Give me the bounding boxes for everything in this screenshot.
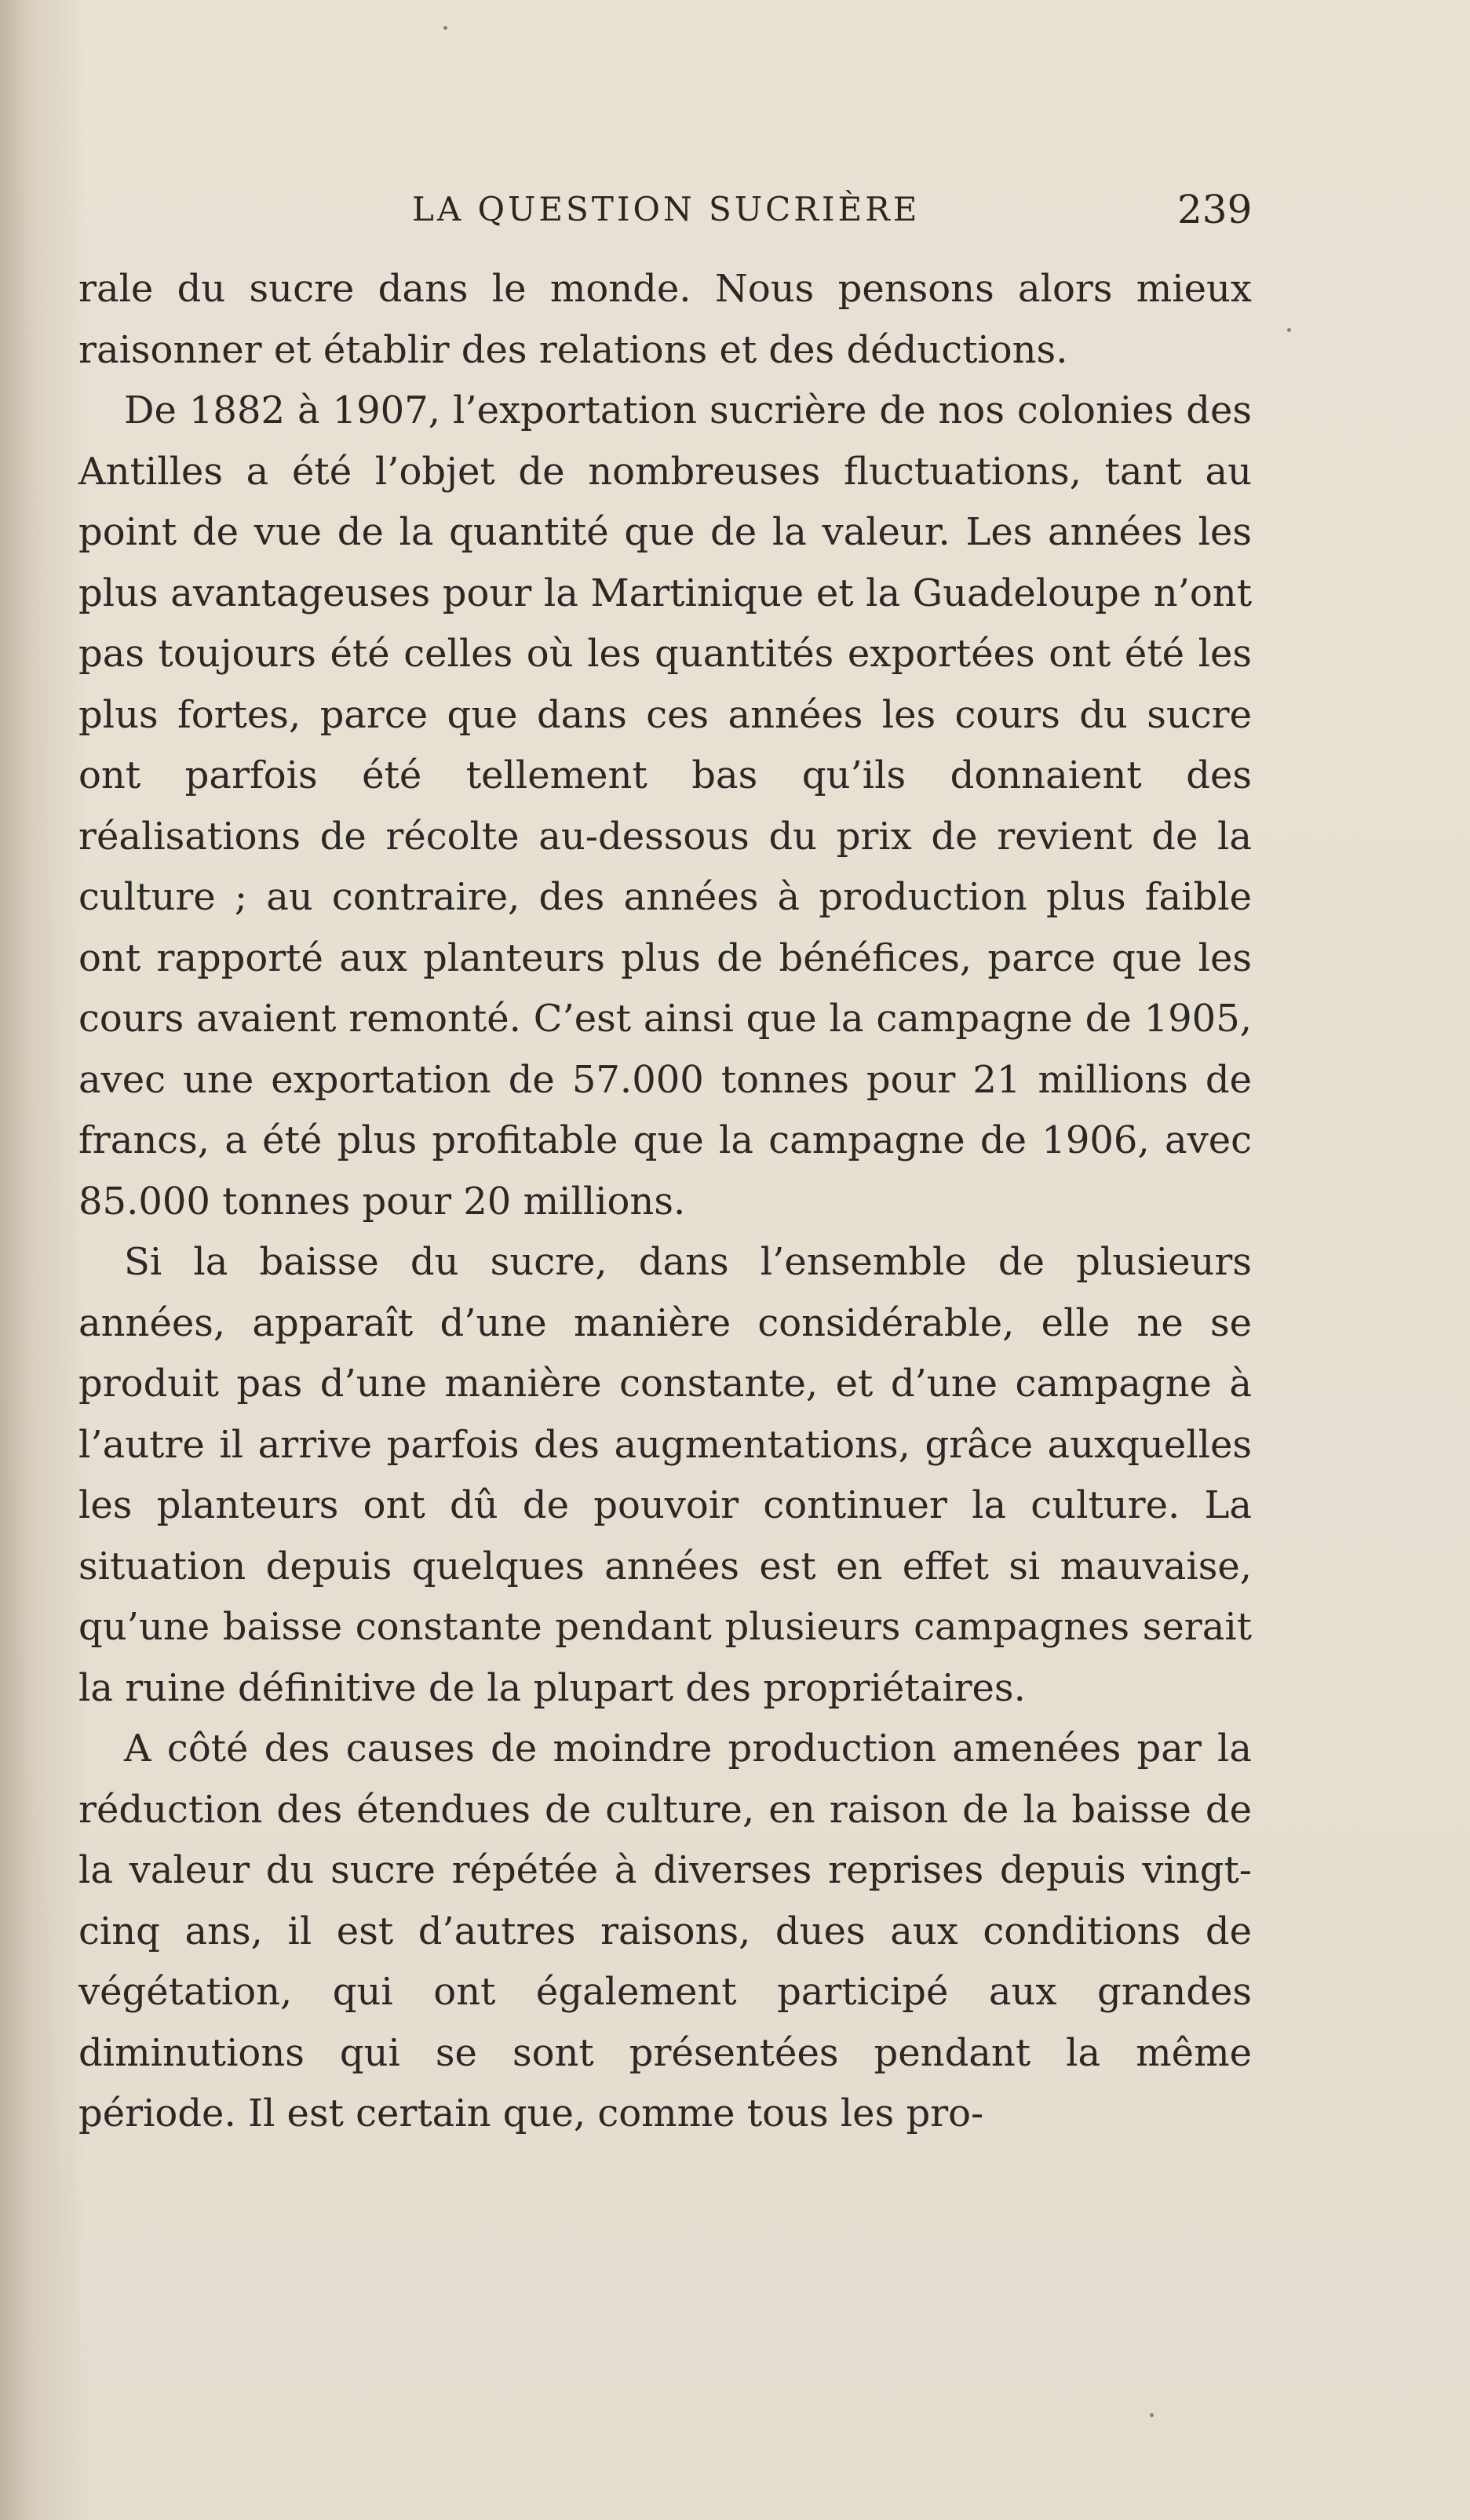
page-header (0, 182, 1470, 237)
paragraph-continuation: rale du sucre dans le monde. Nous pensons alors mieux raisonner et établir des relations et des déductions. (78, 267, 1252, 372)
paper-speck (1287, 328, 1291, 332)
body-text (78, 259, 1252, 2145)
paragraph: Si la baisse du sucre, dans l’ensemble de plusieurs années, apparaît d’une manière considérable, elle ne se produit pas d’une manière constante, et d’une campagne à l’autre il arrive parfois des augmentations, grâce auxquelles les planteurs ont dû de pouvoir continuer la culture. La situation depuis quelques années est en effet si mauvaise, qu’une baisse constante pendant plusieurs campagnes serait la ruine définitive de la plupart des propriétaires. (78, 1240, 1252, 1710)
paragraph: De 1882 à 1907, l’exportation sucrière de nos colonies des Antilles a été l’objet de nombreuses fluctuations, tant au point de vue de la quantité que de la valeur. Les années les plus avantageuses pour la Martinique et la Guadeloupe n’ont pas toujours été celles où les quantités exportées ont été les plus fortes, parce que dans ces années les cours du sucre ont parfois été tellement bas qu’ils donnaient des réalisations de récolte au-dessous du prix de revient de la culture ; au contraire, des années à production plus faible ont rapporté aux planteurs plus de bénéfices, parce que les cours avaient remonté. C’est ainsi que la campagne de 1905, avec une exportation de 57.000 tonnes pour 21 millions de francs, a été plus profitable que la campagne de 1906, avec 85.000 tonnes pour 20 millions. (78, 388, 1252, 1224)
paper-speck (443, 26, 447, 30)
paper-speck (1150, 2413, 1154, 2417)
paragraph: A côté des causes de moindre production amenées par la réduction des étendues de culture, en raison de la baisse de la valeur du sucre répétée à diverses reprises depuis vingt-cinq ans, il est d’autres raisons, dues aux conditions de végétation, qui ont également participé aux grandes diminutions qui se sont présentées pendant la même période. Il est certain que, comme tous les pro- (78, 1727, 1252, 2135)
running-title: LA QUESTION SUCRIÈRE (412, 190, 921, 228)
page-number: 239 (1177, 187, 1253, 232)
